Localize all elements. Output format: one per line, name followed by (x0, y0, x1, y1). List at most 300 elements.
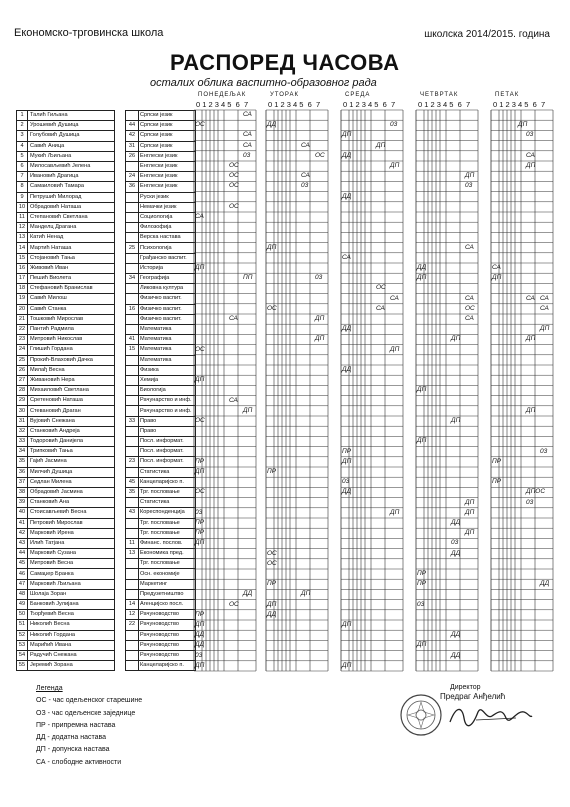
schedule-mark: ДП (518, 121, 528, 129)
spacer (115, 661, 126, 671)
class-number (126, 192, 139, 202)
table-row (17, 661, 196, 671)
teacher-number: 41 (17, 518, 28, 528)
schedule-mark: ОС (465, 304, 475, 312)
schedule-mark: ПР (195, 529, 205, 537)
subject-name: Математика (139, 355, 196, 365)
teacher-table (16, 110, 196, 671)
table-row (17, 589, 196, 599)
schedule-mark: ОС (229, 172, 239, 180)
table-row (17, 375, 196, 385)
table-row (17, 202, 196, 212)
schedule-mark: ПР (417, 570, 427, 577)
class-number: 35 (126, 487, 139, 497)
schedule-mark: ДД (342, 192, 352, 200)
teacher-number: 47 (17, 579, 28, 589)
day-hours: 0 1 2 3 4 5 6 7 (268, 100, 321, 109)
table-row (17, 538, 196, 548)
class-number (126, 202, 139, 212)
teacher-name: Вујовић Снежана (28, 416, 115, 426)
schedule-mark: ДД (451, 519, 461, 526)
schedule-mark: СА (342, 253, 351, 261)
class-number (126, 661, 139, 671)
table-row (17, 172, 196, 182)
table-row (17, 212, 196, 222)
class-number: 24 (126, 172, 139, 182)
legend-item: ДД - додатна настава (36, 734, 107, 742)
teacher-number: 35 (17, 457, 28, 467)
schedule-mark: ОС (195, 121, 205, 129)
schedule-mark: ДП (465, 172, 475, 180)
teacher-name: Седлан Милена (28, 477, 115, 487)
schedule-mark: ПР (195, 610, 205, 618)
table-row (17, 253, 196, 263)
schedule-mark: ПР (195, 519, 205, 526)
schedule-mark: ОС (315, 151, 325, 159)
teacher-name: Савић Аница (28, 141, 115, 151)
day-hours: 0 1 2 3 4 5 6 7 (493, 100, 546, 109)
table-row (17, 111, 196, 121)
teacher-name: Милађ Весна (28, 365, 115, 375)
class-number (126, 426, 139, 436)
subject-name: Трг. пословање (139, 528, 196, 538)
schedule-mark: ДП (451, 417, 461, 424)
teacher-name: Шолаја Зоран (28, 589, 115, 599)
table-row (17, 345, 196, 355)
table-row (17, 487, 196, 497)
teacher-name: Марковић Сузана (28, 549, 115, 559)
schedule-mark: ОС (229, 162, 239, 169)
legend (36, 683, 142, 769)
teacher-number: 1 (17, 111, 28, 121)
document-title: РАСПОРЕД ЧАСОВА (170, 50, 400, 75)
day-name: ЧЕТВРТАК (420, 92, 459, 98)
subject-name: Посл. информат. (139, 457, 196, 467)
schedule-mark: СА (540, 304, 549, 312)
teacher-name: Радучић Снежана (28, 650, 115, 660)
schedule-mark: СА (540, 294, 549, 302)
schedule-mark: ДД (195, 631, 205, 639)
teacher-number: 19 (17, 294, 28, 304)
day-name: ПОНЕДЕЉАК (198, 92, 247, 98)
schedule-mark: СА (465, 294, 474, 302)
table-row (17, 365, 196, 375)
teacher-name: Обрадовић Наташа (28, 202, 115, 212)
schedule-mark: ОС (267, 304, 277, 312)
day-name: СРЕДА (345, 92, 371, 98)
table-row (17, 294, 196, 304)
spacer (115, 121, 126, 131)
class-number (126, 324, 139, 334)
teacher-number: 12 (17, 223, 28, 233)
schedule-mark: ОС (229, 600, 239, 608)
class-number: 16 (126, 304, 139, 314)
spacer (115, 406, 126, 416)
schedule-mark: ПР (492, 457, 502, 465)
class-number (126, 650, 139, 660)
spacer (115, 447, 126, 457)
teacher-name: Марићић Ивана (28, 640, 115, 650)
subject-name: Посл. информат. (139, 437, 196, 447)
schedule-mark: СА (229, 315, 238, 322)
schedule-mark: ПР (417, 580, 427, 588)
teacher-name: Николић Гордана (28, 630, 115, 640)
class-number: 36 (126, 182, 139, 192)
table-row (17, 192, 196, 202)
class-number: 22 (126, 620, 139, 630)
class-number: 41 (126, 335, 139, 345)
table-row (17, 121, 196, 131)
teacher-name: Степановић Светлана (28, 212, 115, 222)
spacer (115, 416, 126, 426)
teacher-number: 51 (17, 620, 28, 630)
schedule-mark: ПР (267, 580, 277, 588)
teacher-name: Станковић Андреја (28, 426, 115, 436)
schedule-mark: 03 (390, 121, 398, 129)
teacher-name: Стојановић Тања (28, 253, 115, 263)
spacer (115, 569, 126, 579)
schedule-mark: ОС (195, 488, 205, 496)
table-row (17, 498, 196, 508)
spacer (115, 365, 126, 375)
teacher-name: Петрушић Милорад (28, 192, 115, 202)
schedule-mark: ДП (417, 641, 427, 649)
spacer (115, 324, 126, 334)
director-label: Директор (450, 684, 481, 691)
schedule-mark: ДП (390, 345, 400, 353)
subject-name: Статистика (139, 467, 196, 477)
subject-name: Рачуноводство (139, 640, 196, 650)
schedule-mark: СА (526, 294, 535, 302)
spacer (115, 650, 126, 660)
subject-name: Српски језик (139, 131, 196, 141)
class-number (126, 498, 139, 508)
teacher-number: 23 (17, 335, 28, 345)
class-number (126, 589, 139, 599)
schedule-mark: 03 (465, 182, 473, 190)
subject-name: Агенцијско посл. (139, 600, 196, 610)
schedule-mark: СА (526, 151, 535, 159)
spacer (115, 457, 126, 467)
teacher-number: 5 (17, 151, 28, 161)
spacer (115, 498, 126, 508)
schedule-mark: ДД (342, 488, 352, 496)
schedule-mark: 03 (315, 274, 323, 282)
schedule-mark: ПР (342, 447, 352, 455)
schedule-mark: СА (390, 294, 399, 302)
table-row (17, 559, 196, 569)
teacher-number: 33 (17, 437, 28, 447)
schedule-mark: ДП (376, 141, 386, 149)
spacer (115, 518, 126, 528)
subject-name: Трг. пословање (139, 518, 196, 528)
subject-name: Право (139, 416, 196, 426)
spacer (115, 559, 126, 569)
class-number (126, 212, 139, 222)
table-row (17, 223, 196, 233)
subject-name: Географија (139, 274, 196, 284)
subject-name: Економика пред. (139, 549, 196, 559)
schedule-mark: ДП (492, 274, 502, 282)
class-number (126, 640, 139, 650)
table-row (17, 131, 196, 141)
schedule-mark: ПР (267, 468, 277, 475)
teacher-name: Стоисављевић Весна (28, 508, 115, 518)
schedule-mark: ДД (342, 325, 352, 333)
schedule-mark: СА (195, 213, 204, 220)
subject-name: Српски језик (139, 121, 196, 131)
schedule-mark: ДП (342, 621, 352, 628)
subject-name: Математика (139, 345, 196, 355)
schedule-mark: ДД (267, 610, 277, 618)
schedule-mark: СА (243, 131, 252, 139)
class-number (126, 223, 139, 233)
schedule-mark: ДП (195, 468, 205, 475)
spacer (115, 579, 126, 589)
teacher-number: 26 (17, 365, 28, 375)
class-number (126, 518, 139, 528)
teacher-name: Прокић-Влаховић Дачка (28, 355, 115, 365)
schedule-mark: ДД (195, 641, 205, 649)
schedule-mark: ДП (267, 243, 277, 251)
legend-item: СА - слободне активности (36, 758, 122, 766)
class-number: 44 (126, 121, 139, 131)
spacer (115, 131, 126, 141)
teacher-number: 14 (17, 243, 28, 253)
class-number (126, 314, 139, 324)
spacer (115, 202, 126, 212)
teacher-name: Мукић Љиљана (28, 151, 115, 161)
teacher-name: Илић Татјана (28, 538, 115, 548)
class-number (126, 233, 139, 243)
legend-item: ДП - допунска настава (36, 746, 110, 754)
schedule-mark: 03 (526, 131, 534, 139)
legend-item: ПР - припремна настава (36, 721, 116, 729)
schedule-mark: 03 (195, 508, 203, 516)
table-row (17, 314, 196, 324)
subject-name: Рачунарство и инф. (139, 396, 196, 406)
school-seal (398, 692, 444, 738)
table-row (17, 600, 196, 610)
spacer (115, 111, 126, 121)
spacer (115, 274, 126, 284)
spacer (115, 549, 126, 559)
class-number (126, 386, 139, 396)
table-row (17, 243, 196, 253)
spacer (115, 437, 126, 447)
subject-name: Трг. пословање (139, 559, 196, 569)
table-row (17, 467, 196, 477)
spacer (115, 610, 126, 620)
table-row (17, 416, 196, 426)
subject-name: Физика (139, 365, 196, 375)
teacher-number: 49 (17, 600, 28, 610)
spacer (115, 355, 126, 365)
teacher-name: Пешић Виолета (28, 274, 115, 284)
day-name: УТОРАК (270, 92, 299, 98)
schedule-mark: ДП (315, 335, 325, 343)
teacher-name: Манделц Драгана (28, 223, 115, 233)
schedule-mark: 03 (526, 498, 534, 506)
teacher-number: 24 (17, 345, 28, 355)
class-number (126, 528, 139, 538)
spacer (115, 192, 126, 202)
teacher-name: Петровић Мирослав (28, 518, 115, 528)
teacher-name: Митровић Никослав (28, 335, 115, 345)
spacer (115, 620, 126, 630)
table-row (17, 182, 196, 192)
table-row (17, 569, 196, 579)
spacer (115, 253, 126, 263)
teacher-name: Марковић Љиљана (28, 579, 115, 589)
teacher-number: 37 (17, 477, 28, 487)
teacher-number: 22 (17, 324, 28, 334)
teacher-number: 42 (17, 528, 28, 538)
subject-name: Руски језик (139, 192, 196, 202)
teacher-number: 9 (17, 192, 28, 202)
class-number: 34 (126, 274, 139, 284)
spacer (115, 243, 126, 253)
teacher-name: Катић Ненад (28, 233, 115, 243)
schedule-mark: ДП (526, 335, 536, 343)
schedule-mark: СА (465, 243, 474, 251)
schedule-mark: СА (243, 111, 252, 118)
class-number (126, 375, 139, 385)
teacher-name: Банковић Јулијана (28, 600, 115, 610)
subject-name: Српски језик (139, 111, 196, 121)
table-row (17, 335, 196, 345)
teacher-name: Голубовић Душица (28, 131, 115, 141)
teacher-number: 55 (17, 661, 28, 671)
teacher-name: Пантић Радмила (28, 324, 115, 334)
subject-name: Математика (139, 335, 196, 345)
subject-name: Право (139, 426, 196, 436)
schedule-mark: ДП (390, 508, 400, 516)
class-number: 13 (126, 549, 139, 559)
teacher-number: 18 (17, 284, 28, 294)
schedule-mark: ДП (417, 437, 427, 445)
schedule-mark: ДП (465, 529, 475, 537)
schedule-mark: СА (492, 264, 501, 271)
teacher-number: 2 (17, 121, 28, 131)
subject-name: Финанс. послов. (139, 538, 196, 548)
subject-name: Рачуноводство (139, 650, 196, 660)
table-row (17, 396, 196, 406)
subject-name: Физичко васпит. (139, 314, 196, 324)
day-hours: 0 1 2 3 4 5 6 7 (343, 100, 396, 109)
schedule-mark: ДД (417, 264, 427, 271)
subject-name: Физичко васпит. (139, 294, 196, 304)
schedule-mark: ДП (390, 162, 400, 169)
teacher-number: 44 (17, 549, 28, 559)
teacher-name: Стевановић Драган (28, 406, 115, 416)
teacher-name: Сретеновић Наташа (28, 396, 115, 406)
spacer (115, 233, 126, 243)
spacer (115, 335, 126, 345)
teacher-name: Ивановић Драгица (28, 172, 115, 182)
teacher-name: Тодоровић Данијела (28, 437, 115, 447)
schedule-mark: ДП (342, 457, 352, 465)
teacher-number: 6 (17, 161, 28, 171)
teacher-name: Станковић Ана (28, 498, 115, 508)
schedule-mark: ДП (526, 406, 536, 414)
class-number: 15 (126, 345, 139, 355)
table-row (17, 477, 196, 487)
schedule-mark: ДД (267, 121, 277, 129)
table-row (17, 518, 196, 528)
spacer (115, 375, 126, 385)
teacher-number: 3 (17, 131, 28, 141)
teacher-name: Трипковић Тања (28, 447, 115, 457)
teacher-name: Николић Весна (28, 620, 115, 630)
schedule-mark: ДД (451, 651, 461, 659)
teacher-number: 10 (17, 202, 28, 212)
spacer (115, 294, 126, 304)
teacher-number: 48 (17, 589, 28, 599)
schedule-mark: СА (301, 141, 310, 149)
subject-name: Маркетинг (139, 579, 196, 589)
director-signature (446, 700, 536, 730)
teacher-name: Савић Милош (28, 294, 115, 304)
schedule-mark: ОС (229, 202, 239, 210)
teacher-number: 36 (17, 467, 28, 477)
table-row (17, 549, 196, 559)
class-number: 26 (126, 151, 139, 161)
teacher-number: 31 (17, 416, 28, 426)
teacher-name: Гајић Јасмина (28, 457, 115, 467)
class-number (126, 467, 139, 477)
subject-name: Физичко васпит. (139, 304, 196, 314)
spacer (115, 212, 126, 222)
schedule-mark: ПП (243, 274, 253, 282)
table-row (17, 457, 196, 467)
spacer (115, 284, 126, 294)
schedule-mark: ДП (417, 274, 427, 282)
teacher-number: 17 (17, 274, 28, 284)
class-number: 23 (126, 457, 139, 467)
schedule-mark: 03 (195, 651, 203, 659)
teacher-number: 7 (17, 172, 28, 182)
spacer (115, 223, 126, 233)
table-row (17, 620, 196, 630)
spacer (115, 345, 126, 355)
subject-name: Хемија (139, 375, 196, 385)
teacher-name: Талић Гиљана (28, 111, 115, 121)
teacher-number: 50 (17, 610, 28, 620)
spacer (115, 263, 126, 273)
table-row (17, 528, 196, 538)
schedule-mark: СА (376, 304, 385, 312)
subject-name: Филозофија (139, 223, 196, 233)
subject-name: Социологија (139, 212, 196, 222)
teacher-name: Милчић Душица (28, 467, 115, 477)
table-row (17, 508, 196, 518)
schedule-mark: ДД (342, 366, 352, 373)
schedule-mark: ОС (376, 284, 386, 292)
schedule-mark: 03 (342, 478, 350, 486)
legend-item: ОС - час одељенског старешине (36, 697, 143, 705)
schedule-mark: ОС (267, 559, 277, 567)
class-number (126, 161, 139, 171)
schedule-mark: ДП (267, 600, 277, 608)
table-row (17, 630, 196, 640)
teacher-name: Тошковић Мирослав (28, 314, 115, 324)
class-number (126, 396, 139, 406)
schedule-mark: ДП (315, 315, 325, 322)
teacher-number: 16 (17, 263, 28, 273)
table-row (17, 426, 196, 436)
spacer (115, 161, 126, 171)
